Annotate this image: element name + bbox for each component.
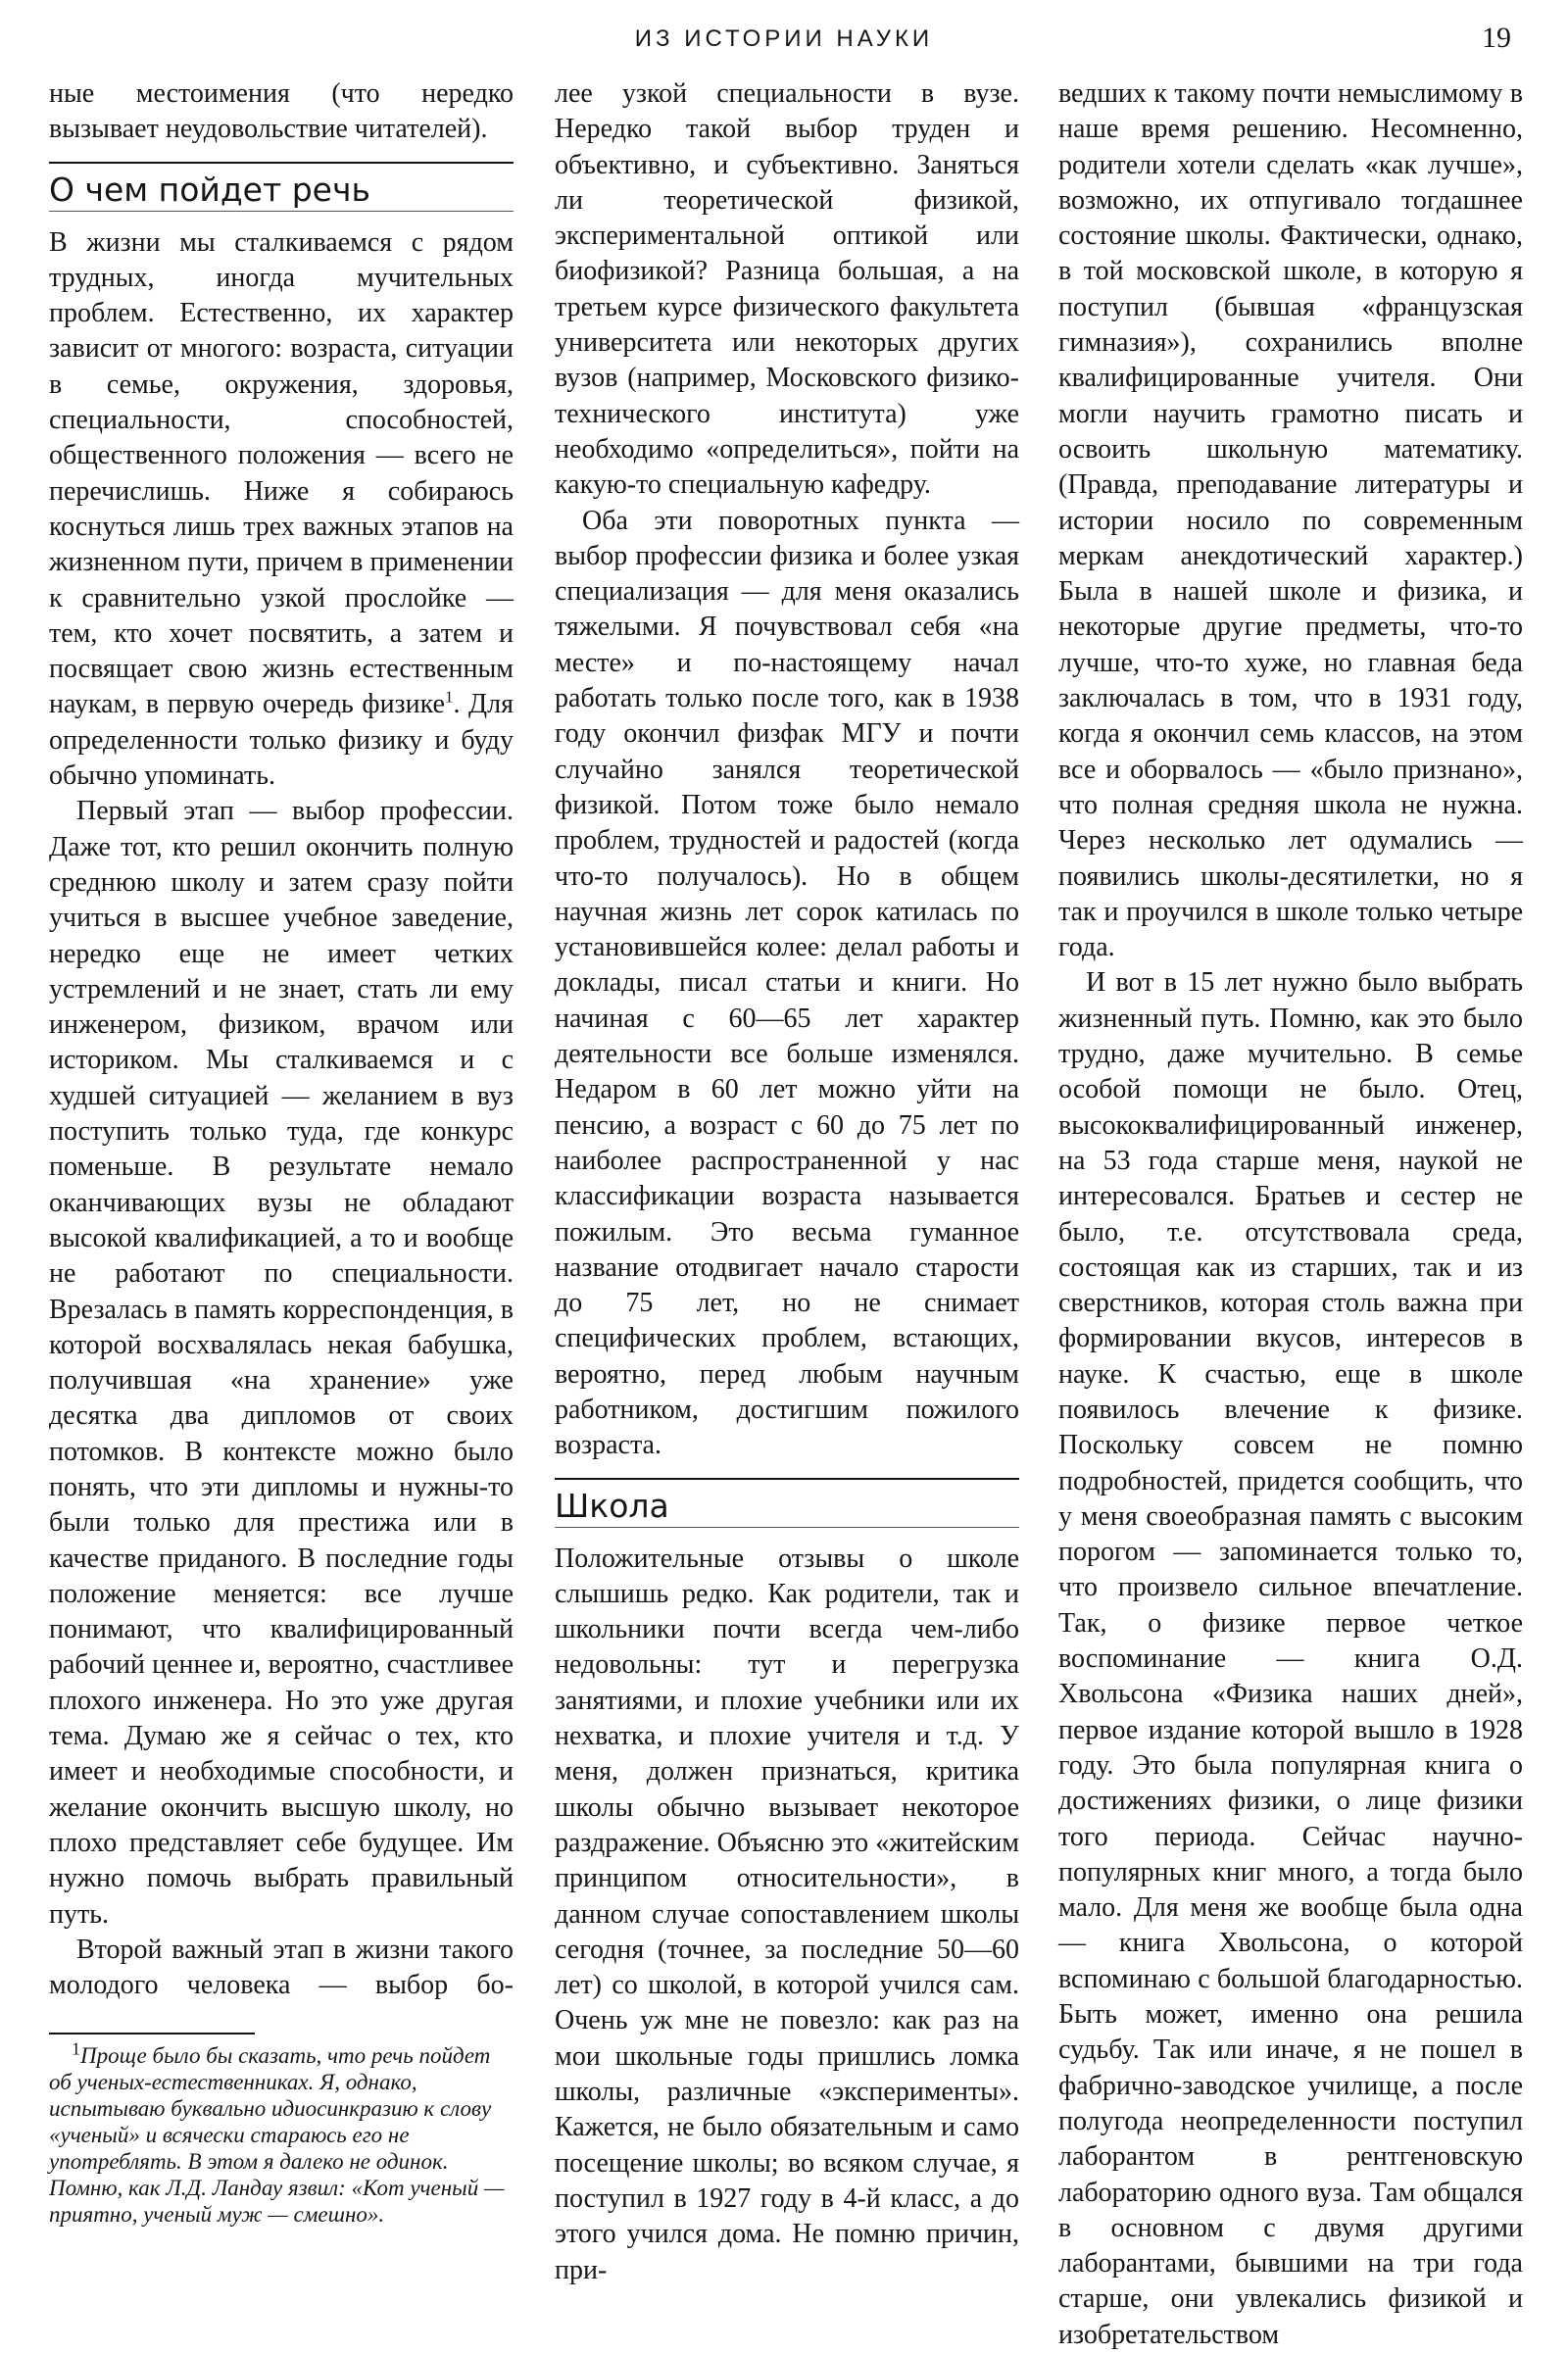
running-header: ИЗ ИСТОРИИ НАУКИ — [634, 25, 934, 52]
paragraph: Первый этап — выбор профессии. Даже тот, кто решил окончить полную среднюю школу и затем сразу пойти учиться в высшее учебное заведение, нередко еще не имеет четких устремлений и не знает, стать ли ему инженером, физиком, врачом или историком. Мы сталкиваемся и с худшей ситуацией — желанием в вуз поступить только туда, где конкурс поменьше. В результате немало оканчивающих вузы не обладают высокой квалификацией, а то и вообще не работают по специальности. Врезалась в память корреспонденция, в которой восхвалялась некая бабушка, получившая «на хранение» уже десятка два дипломов от своих потомков. В контексте можно было понять, что эти дипломы и нужны-то были только для престижа или в качестве приданого. В последние годы положение меняется: все лучше понимают, что квалифицированный рабочий ценнее и, вероятно, счастливее плохого инженера. Но это уже другая тема. Думаю же я сейчас о тех, кто имеет и необходимые способности, и желание окончить высшую школу, но плохо представляет себе будущее. Им нужно помочь выбрать правильный путь. — [49, 796, 514, 1930]
paragraph: Оба эти поворотных пункта — выбор профессии физика и более узкая специализация — для меня оказались тяжелыми. Я почувствовал себя «на месте» и по-настоящему начал работать только после того, как в 1938 году окончил физфак МГУ и почти случайно занялся теоретической физикой. Потом тоже было немало проблем, трудностей и радостей (когда что-то получалось). Но в общем научная жизнь лет сорок катилась по установившейся колее: делал работы и доклады, писал статьи и книги. Но начиная с 60—65 лет характер деятельности все больше изменялся. Недаром в 60 лет можно уйти на пенсию, а возраст с 60 до 75 лет по наиболее распространенной у нас классификации возраста называется пожилым. Это весьма гуманное название отодвигает начало старости до 75 лет, но не снимает специфических проблем, встающих, вероятно, перед любым научным работником, достигшим пожилого возраста. — [555, 505, 1019, 1461]
paragraph-text: . Для определенности только физику и буду обычно упоминать. — [49, 689, 514, 792]
paragraph: И вот в 15 лет нужно было выбрать жизненный путь. Помню, как это было трудно, даже мучительно. В семье особой помощи не было. Отец, высококвалифицированный инженер, на 53 года старше меня, наукой не интересовался. Братьев и сестер не было, т.е. отсутствовала среда, состоящая как из старших, так и из сверстников, которая столь важна при формировании вкусов, интересов в науке. К счастью, еще в школе появилось влечение к физике. Поскольку совсем не помню подробностей, придется сообщить, что у меня своеобразная память с высоким порогом — запоминается только то, что произвело сильное впечатление. Так, о физике первое четкое воспоминание — книга О.Д. Хвольсона «Физика наших дней», первое издание которой вышло в 1928 году. Это была популярная книга о достижениях физики, о лице физики того периода. Сейчас научно-популярных книг много, а тогда было мало. Для меня же вообще была одна — книга Хвольсона, о которой вспоминаю с большой благодарностью. Быть может, именно она решила судьбу. Так или иначе, я не пошел в фабрично-заводское училище, а после полугода неопределенности поступил лаборантом в рентгеновскую лабораторию одного вуза. Там общался в основном с двумя другими лаборантами, бывшими на три года старше, они увлекались физикой и изобретательством — [1058, 967, 1523, 2350]
footnote-mark: 1 — [72, 2038, 80, 2059]
column-2 — [555, 76, 1019, 2288]
footnote-body: Проще было бы сказать, что речь пойдет об ученых-естественниках. Я, однако, испытываю буквально идиосинкразию к слову «ученый» и всячески стараюсь его не употреблять. В этом я далеко не одинок. Помню, как Л.Д. Ландау язвил: «Кот ученый — приятно, ученый муж — смешно». — [49, 2043, 505, 2228]
paragraph — [49, 225, 514, 795]
column-3 — [1058, 76, 1523, 2353]
paragraph: Второй важный этап в жизни такого молодого человека — выбор бо- — [49, 1934, 514, 2001]
footnote-ref: 1 — [444, 688, 454, 708]
paragraph: ведших к такому почти немыслимому в наше время решению. Несомненно, родители хотели сделать «как лучше», возможно, их отпугивало тогдашнее состояние школы. Фактически, однако, в той московской школе, в которую я поступил (бывшая «французская гимназия»), сохранились вполне квалифицированные учителя. Они могли научить грамотно писать и освоить школьную математику. (Правда, преподавание литературы и истории носило по современным меркам анекдотический характер.) Была в нашей школе и физика, и некоторые другие предметы, что-то лучше, что-то хуже, но главная беда заключалась в том, что в 1931 году, когда я окончил семь классов, на этом все и оборвалось — «было признано», что полная средняя школа не нужна. Через несколько лет одумались — появились школы-десятилетки, но я так и проучился в школе только четыре года. — [1058, 78, 1523, 963]
section-heading: Школа — [555, 1478, 1019, 1528]
footnote — [49, 2003, 510, 2228]
column-1 — [49, 76, 514, 2228]
footnote-divider — [49, 2033, 255, 2034]
footnote-text — [49, 2038, 510, 2228]
section-heading: О чем пойдет речь — [49, 162, 514, 212]
paragraph: лее узкой специальности в вузе. Нередко такой выбор труден и объективно, и субъективно. Заняться ли теоретической физикой, экспериментальной оптикой или биофизикой? Разница большая, а на третьем курсе физического факультета университета или некоторых других вузов (например, Московского физико-технического института) уже необходимо «определиться», пойти на какую-то специальную кафедру. — [555, 78, 1019, 501]
page-number: 19 — [1482, 22, 1511, 54]
paragraph-text: В жизни мы сталкиваемся с рядом трудных, иногда мучительных проблем. Естественно, их характер зависит от многого: возраста, ситуации в семье, окружения, здоровья, специальности, способностей, общественного положения — всего не перечислишь. Ниже я собираюсь коснуться лишь трех важных этапов на жизненном пути, причем в применении к сравнительно узкой прослойке — тем, кто хочет посвятить, а затем и посвящает свою жизнь естественным наукам, в первую очередь физике — [49, 226, 514, 720]
paragraph: Положительные отзывы о школе слышишь редко. Как родители, так и школьники почти всегда чем-либо недовольны: тут и перегрузка занятиями, и плохие учебники или их нехватка, и плохие учителя и т.д. У меня, должен признаться, критика школы обычно вызывает некоторое раздражение. Объясню это «житейским принципом относительности», в данном случае сопоставлением школы сегодня (точнее, за последние 50—60 лет) со школой, в которой учился сам. Очень уж мне не повезло: как раз на мои школьные годы пришлись ломка школы, различные «эксперименты». Кажется, не было обязательным и само посещение школы; во всяком случае, я поступил в 1927 году в 4-й класс, а до этого учился дома. Не помню причин, при- — [555, 1543, 1019, 2285]
paragraph: ные местоимения (что нередко вызывает неудовольствие читателей). — [49, 78, 514, 145]
